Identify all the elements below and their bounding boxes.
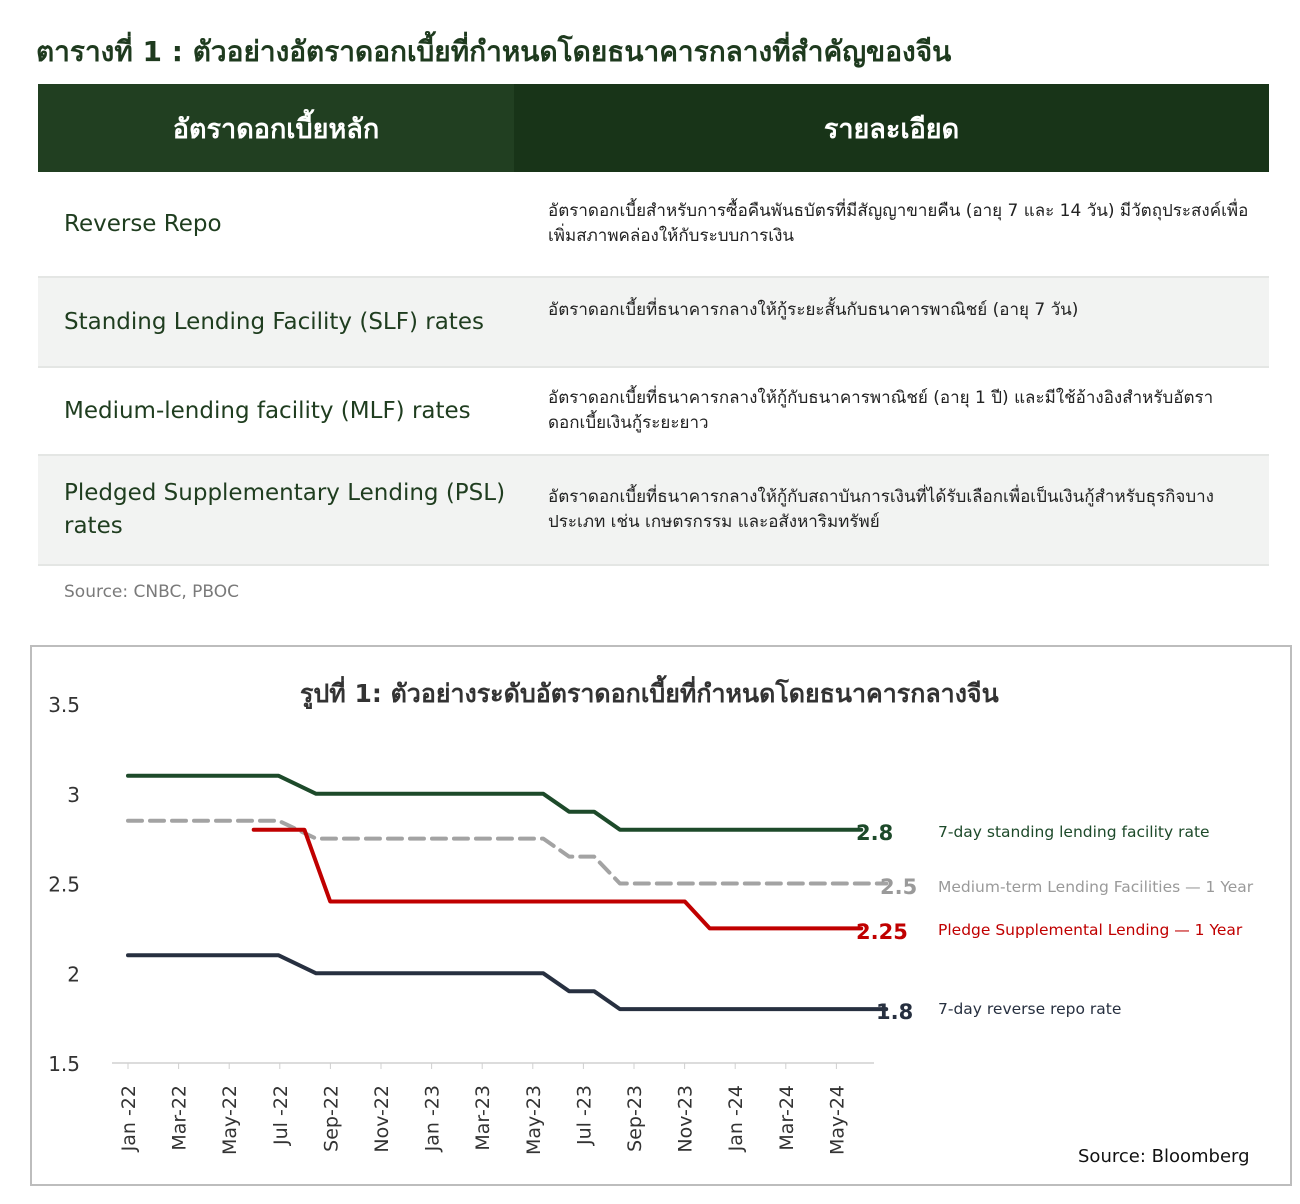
x-tick-label: Mar-22 (168, 1085, 191, 1151)
rate-name: Standing Lending Facility (SLF) rates (64, 308, 484, 335)
x-tick-label: May-22 (219, 1085, 242, 1155)
table-title: ตารางที่ 1 : ตัวอย่างอัตราดอกเบี้ยที่กำหนดโดยธนาคารกลางที่สำคัญของจีน (36, 35, 952, 68)
x-tick-label: Jan -22 (118, 1085, 140, 1152)
x-tick-label: May-24 (826, 1085, 849, 1155)
x-tick-label: Nov-22 (371, 1085, 393, 1153)
series-line (128, 955, 886, 1009)
x-tick-label: Mar-24 (775, 1085, 798, 1151)
series-end-value: 2.5 (880, 875, 918, 899)
y-tick-label: 2 (67, 962, 80, 987)
series-label: Medium-term Lending Facilities — 1 Year (938, 878, 1254, 896)
rate-name: Reverse Repo (64, 210, 222, 237)
x-tick-label: Mar-23 (472, 1085, 495, 1151)
series-line (254, 830, 862, 929)
x-tick-label: Sep-23 (624, 1085, 646, 1152)
rate-description: อัตราดอกเบี้ยที่ธนาคารกลางให้กู้กับสถาบันการเงินที่ได้รับเลือกเพื่อเป็นเงินกู้สำหรับธุรกิจบางประเภท เช่น เกษตรกรรม และอสังหาริมทรัพย์ (548, 487, 1214, 532)
header-rate: อัตราดอกเบี้ยหลัก (38, 84, 514, 172)
series-end-value: 1.8 (876, 1000, 914, 1024)
y-tick-label: 3 (67, 782, 80, 807)
series-label: 7-day standing lending facility rate (938, 823, 1210, 841)
x-tick-label: Jul -22 (269, 1085, 292, 1145)
x-tick-label: Jan -23 (421, 1085, 444, 1152)
rate-name: Medium-lending facility (MLF) rates (64, 397, 471, 424)
header-detail: รายละเอียด (514, 84, 1269, 172)
rate-description: อัตราดอกเบี้ยสำหรับการซื้อคืนพันธบัตรที่มีสัญญาขายคืน (อายุ 7 และ 14 วัน) มีวัตถุประสงค์เพื่อเพิ่มสภาพคล่องให้กับระบบการเงิน (548, 201, 1249, 246)
chart-source: Source: Bloomberg (1078, 1146, 1250, 1167)
x-tick-label: Sep-22 (320, 1085, 343, 1152)
series-end-value: 2.25 (856, 920, 908, 944)
x-tick-label: Jan -24 (725, 1085, 748, 1152)
y-tick-label: 3.5 (48, 693, 80, 717)
x-tick-label: May-23 (522, 1085, 545, 1155)
rate-name: Pledged Supplementary Lending (PSL) rates (64, 480, 506, 539)
table-source: Source: CNBC, PBOC (64, 582, 240, 602)
chart-title: รูปที่ 1: ตัวอย่างระดับอัตราดอกเบี้ยที่กำหนดโดยธนาคารกลางจีน (300, 679, 999, 708)
y-tick-label: 1.5 (48, 1052, 80, 1076)
y-tick-label: 2.5 (48, 872, 80, 897)
x-tick-label: Nov-23 (674, 1085, 697, 1153)
series-label: Pledge Supplemental Lending — 1 Year (938, 921, 1243, 939)
rate-description: อัตราดอกเบี้ยที่ธนาคารกลางให้กู้กับธนาคารพาณิชย์ (อายุ 1 ปี) และมีใช้อ้างอิงสำหรับอัตราดอกเบี้ยเงินกู้ระยะยาว (548, 388, 1214, 433)
series-end-value: 2.8 (856, 821, 894, 845)
series-label: 7-day reverse repo rate (938, 1000, 1122, 1018)
rate-description: อัตราดอกเบี้ยที่ธนาคารกลางให้กู้ระยะสั้นกับธนาคารพาณิชย์ (อายุ 7 วัน) (548, 300, 1079, 320)
x-tick-label: Jul -23 (573, 1085, 596, 1145)
